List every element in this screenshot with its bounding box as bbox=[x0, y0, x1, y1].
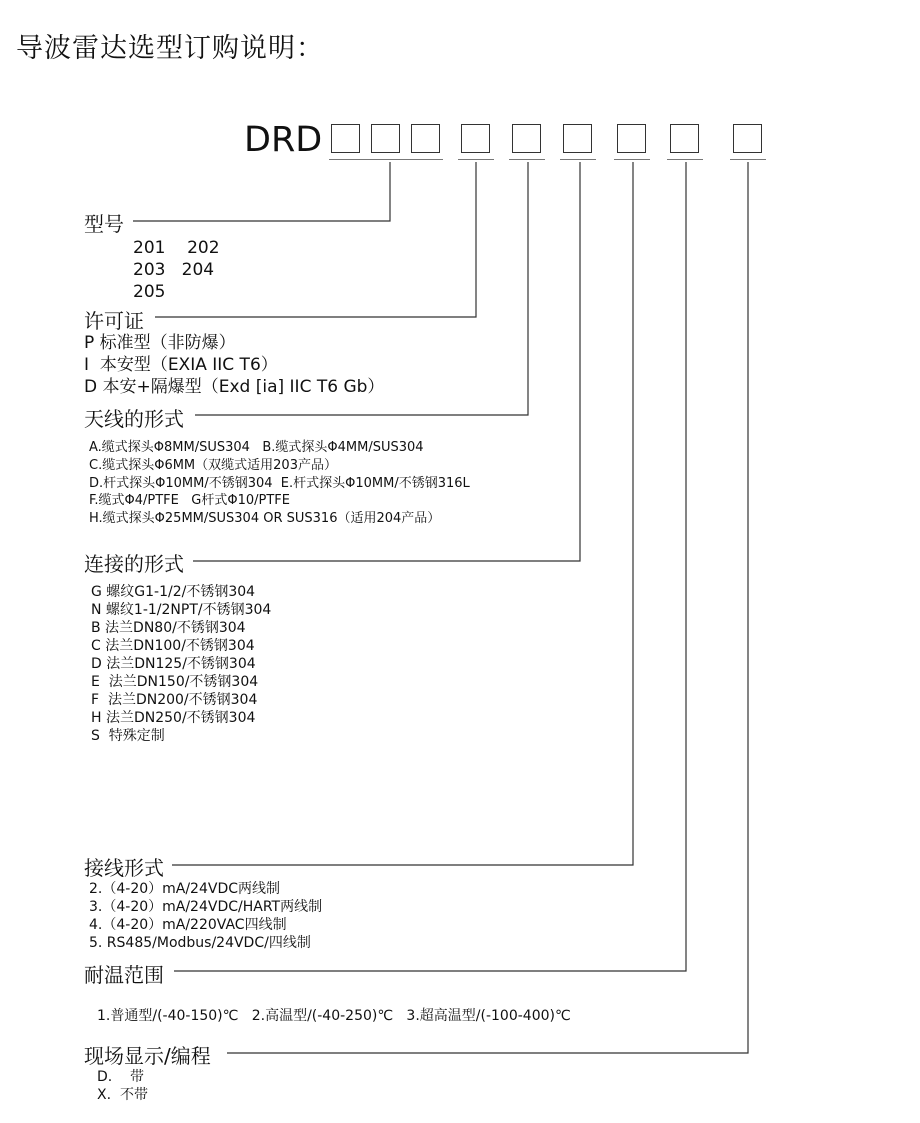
connection-item: G 螺纹G1-1/2/不锈钢304 bbox=[91, 584, 256, 600]
connection-item: C 法兰DN100/不锈钢304 bbox=[91, 638, 255, 654]
temperature-list bbox=[97, 1007, 571, 1025]
antenna-item: H.缆式探头Φ25MM/SUS304 OR SUS316（适用204产品） bbox=[89, 511, 441, 527]
antenna-item: F.缆式Φ4/PTFE G杆式Φ10/PTFE bbox=[89, 493, 290, 509]
wiring-item: 4.（4-20）mA/220VAC四线制 bbox=[89, 917, 287, 933]
antenna-list bbox=[89, 439, 470, 528]
heading-temperature: 耐温范围 bbox=[84, 963, 164, 987]
heading-license: 许可证 bbox=[84, 309, 144, 333]
connector-temperature bbox=[174, 162, 686, 971]
connection-item: N 螺纹1-1/2NPT/不锈钢304 bbox=[91, 602, 272, 618]
connector-model bbox=[133, 162, 390, 221]
connection-item: B 法兰DN80/不锈钢304 bbox=[91, 620, 246, 636]
heading-wiring: 接线形式 bbox=[84, 856, 164, 880]
connection-item: H 法兰DN250/不锈钢304 bbox=[91, 710, 256, 726]
connection-item: E 法兰DN150/不锈钢304 bbox=[91, 674, 259, 690]
license-item: P 标准型（非防爆） bbox=[84, 333, 236, 353]
connection-item: S 特殊定制 bbox=[91, 728, 165, 744]
heading-model: 型号 bbox=[84, 212, 124, 236]
wiring-item: 3.（4-20）mA/24VDC/HART两线制 bbox=[89, 899, 323, 915]
heading-antenna: 天线的形式 bbox=[84, 407, 184, 431]
connection-item: D 法兰DN125/不锈钢304 bbox=[91, 656, 256, 672]
model-item: 205 bbox=[133, 282, 166, 302]
wiring-list bbox=[89, 880, 322, 952]
connection-item: F 法兰DN200/不锈钢304 bbox=[91, 692, 258, 708]
heading-display: 现场显示/编程 bbox=[84, 1044, 211, 1068]
connection-list bbox=[91, 583, 271, 745]
antenna-item: C.缆式探头Φ6MM（双缆式适用203产品） bbox=[89, 457, 337, 473]
wiring-item: 2.（4-20）mA/24VDC两线制 bbox=[89, 881, 281, 897]
model-code-prefix: DRD bbox=[244, 120, 323, 160]
display-item: D. 带 bbox=[97, 1069, 145, 1085]
display-item: X. 不带 bbox=[97, 1087, 148, 1103]
model-item: 203 204 bbox=[133, 260, 215, 280]
wiring-item: 5. RS485/Modbus/24VDC/四线制 bbox=[89, 935, 311, 951]
heading-connection: 连接的形式 bbox=[84, 552, 184, 576]
antenna-item: D.杆式探头Φ10MM/不锈钢304 E.杆式探头Φ10MM/不锈钢316L bbox=[89, 475, 470, 491]
model-list bbox=[133, 237, 220, 303]
license-item: I 本安型（EXIA IIC T6） bbox=[84, 355, 278, 375]
display-list bbox=[97, 1068, 148, 1104]
license-item: D 本安+隔爆型（Exd [ia] IIC T6 Gb） bbox=[84, 377, 385, 397]
license-list bbox=[84, 332, 384, 398]
page-title: 导波雷达选型订购说明： bbox=[16, 33, 324, 64]
temperature-item: 1.普通型/(-40-150)℃ 2.高温型/(-40-250)℃ 3.超高温型/(-100-400)℃ bbox=[97, 1008, 571, 1024]
model-item: 201 202 bbox=[133, 238, 220, 258]
antenna-item: A.缆式探头Φ8MM/SUS304 B.缆式探头Φ4MM/SUS304 bbox=[89, 440, 424, 455]
